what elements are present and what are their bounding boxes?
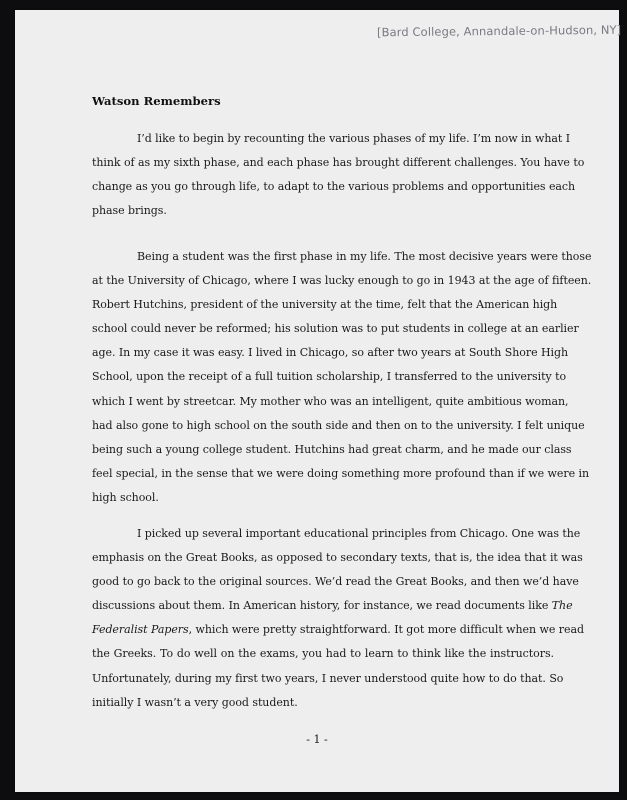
paragraph-line: I picked up several important educational principles from Chicago. One was the [137, 527, 581, 540]
paragraph-1 [92, 127, 585, 223]
paragraph-line: School, upon the receipt of a full tuition scholarship, I transferred to the university to [92, 370, 567, 384]
paragraph-line: school could never be reformed; his solution was to put students in college at an earlier [92, 322, 579, 336]
page-number: - 1 - [306, 733, 328, 746]
paragraph-line: had also gone to high school on the south side and then on to the university. I felt unique [92, 418, 585, 432]
paragraph-line: Robert Hutchins, president of the university at the time, felt that the American high [92, 298, 558, 312]
line-text: discussions about them. In American history, for instance, we read documents like [92, 599, 552, 613]
handwritten-annotation: [Bard College, Annandale-on-Hudson, NY] [376, 22, 622, 40]
italic-book-title: Federalist Papers [92, 623, 189, 637]
paragraph-line [92, 594, 573, 618]
paragraph-line: change as you go through life, to adapt to the various problems and opportunities each [92, 180, 576, 194]
paragraph-line: Unfortunately, during my first two years, I never understood quite how to do that. So [92, 671, 564, 685]
paragraph-line: emphasis on the Great Books, as opposed to secondary texts, that is, the idea that it was [92, 551, 583, 565]
paragraph-line: age. In my case it was easy. I lived in Chicago, so after two years at South Shore High [92, 346, 569, 360]
line-text: , which were pretty straightforward. It got more difficult when we read [188, 623, 584, 637]
paragraph-2 [92, 245, 592, 510]
italic-title-word: The [551, 599, 573, 613]
paragraph-line: the Greeks. To do well on the exams, you had to learn to think like the instructors. [92, 647, 554, 661]
paragraph-line: feel special, in the sense that we were doing something more profound than if we were in [92, 466, 589, 480]
paragraph-line: think of as my sixth phase, and each phase has brought different challenges. You have to [92, 156, 585, 170]
paragraph-line: being such a young college student. Hutchins had great charm, and he made our class [92, 442, 572, 456]
paragraph-line: at the University of Chicago, where I was lucky enough to go in 1943 at the age of fifteen. [92, 274, 592, 288]
document-page [15, 10, 622, 792]
document-title: Watson Remembers [92, 94, 221, 108]
paragraph-line: initially I wasn’t a very good student. [92, 695, 298, 709]
paragraph-line: I’d like to begin by recounting the various phases of my life. I’m now in what I [137, 132, 570, 145]
paragraph-line: good to go back to the original sources. We’d read the Great Books, and then we’d have [92, 575, 579, 589]
paragraph-line [92, 618, 584, 642]
paragraph-line: which I went by streetcar. My mother who was an intelligent, quite ambitious woman, [92, 394, 569, 408]
paragraph-3 [92, 522, 584, 715]
paragraph-line: high school. [92, 490, 159, 504]
paragraph-line: Being a student was the first phase in my life. The most decisive years were those [137, 250, 592, 263]
paragraph-line: phase brings. [92, 204, 167, 218]
